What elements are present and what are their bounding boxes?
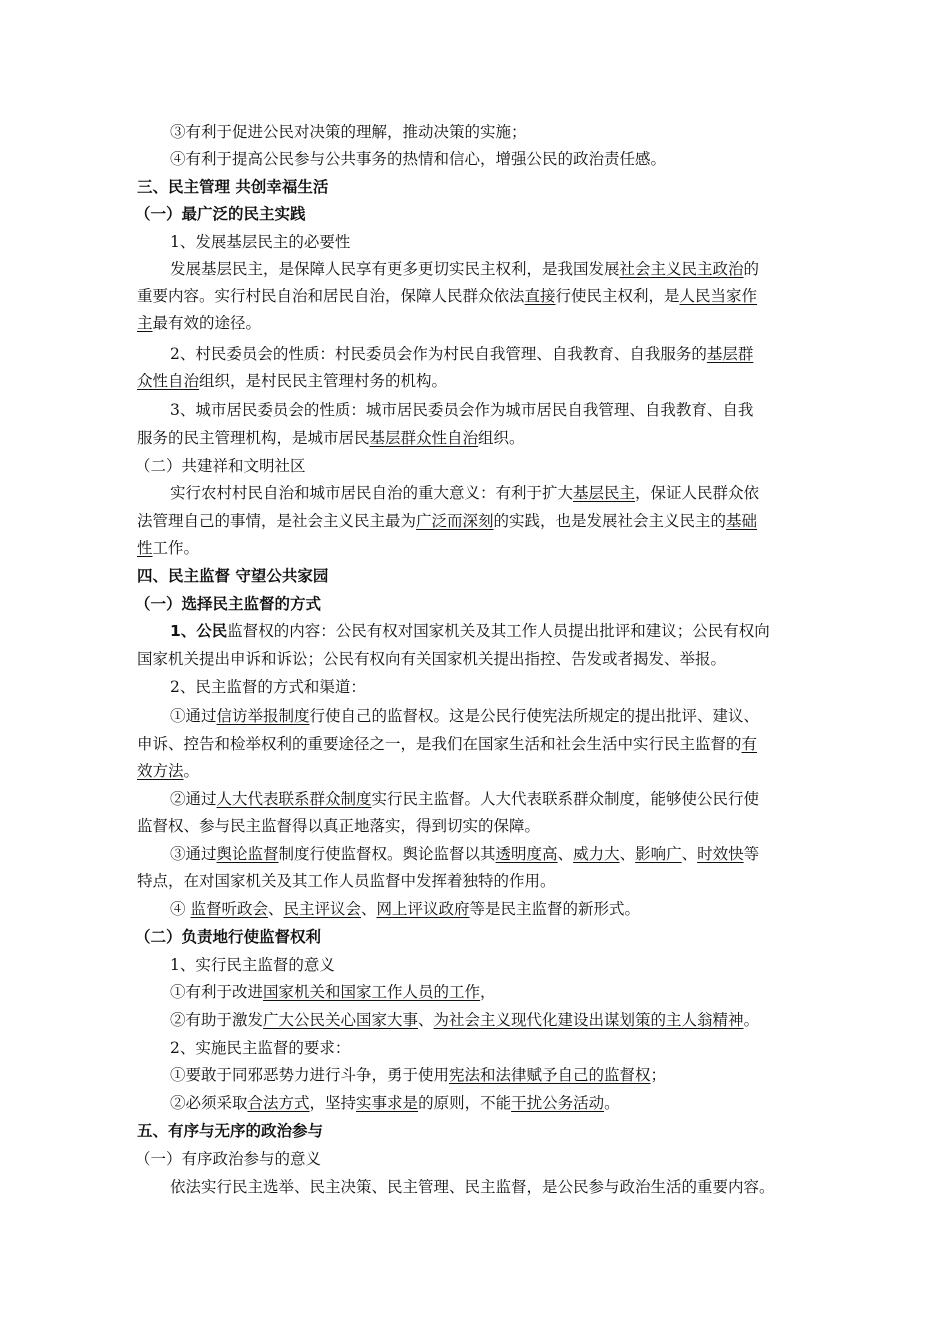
section-heading: 五、有序与无序的政治参与 — [137, 1122, 324, 1140]
paragraph-line: 实行农村村民自治和城市居民自治的重大意义：有利于扩大基层民主，保证人民群众依 — [170, 484, 760, 502]
paragraph-line: 重要内容。实行村民自治和居民自治，保障人民群众依法直接行使民主权利，是人民当家作 — [137, 287, 758, 305]
underlined-term: 监督听政会 — [190, 900, 268, 918]
underlined-term: 国家机关和国家工作人员的工作 — [263, 983, 481, 1001]
paragraph-line: ①通过信访举报制度行使自己的监督权。这是公民行使宪法所规定的提出批评、建议、 — [170, 707, 760, 725]
paragraph-line: ②有助于激发广大公民关心国家大事、为社会主义现代化建设出谋划策的主人翁精神。 — [170, 1011, 760, 1029]
paragraph-line: ④ 监督听政会、民主评议会、网上评议政府等是民主监督的新形式。 — [170, 900, 641, 918]
subsection-heading: （二）负责地行使监督权利 — [135, 928, 322, 946]
paragraph-line: ①要敢于同邪恶势力进行斗争，勇于使用宪法和法律赋予自己的监督权； — [170, 1066, 667, 1084]
paragraph-line: ④有利于提高公民参与公共事务的热情和信心，增强公民的政治责任感。 — [170, 150, 667, 168]
paragraph-line: ①有利于改进国家机关和国家工作人员的工作， — [170, 983, 496, 1001]
paragraph-line: 监督权、参与民主监督得以真正地落实，得到切实的保障。 — [137, 817, 541, 835]
underlined-term: 人大代表联系群众制度 — [216, 790, 372, 808]
underlined-term: 基础 — [726, 512, 758, 530]
underlined-term: 影响广 — [635, 845, 682, 863]
underlined-term: 实事求是 — [356, 1094, 419, 1112]
underlined-term: 效方法 — [137, 762, 184, 780]
paragraph-line: 发展基层民主，是保障人民享有更多更切实民主权利，是我国发展社会主义民主政治的 — [170, 260, 760, 278]
paragraph-line: 2、民主监督的方式和渠道： — [170, 678, 366, 696]
underlined-term: 人民当家作 — [679, 287, 758, 305]
section-heading: 四、民主监督 守望公共家园 — [137, 567, 329, 585]
underlined-term: 民主评议会 — [283, 900, 361, 918]
paragraph-line: 特点，在对国家机关及其工作人员监督中发挥着独特的作用。 — [137, 872, 556, 890]
underlined-term: 广大公民关心国家大事 — [263, 1011, 419, 1029]
underlined-term: 社会主义民主政治 — [619, 260, 744, 278]
underlined-term: 主 — [137, 314, 153, 332]
underlined-term: 宪法和法律赋予自己的监督权 — [449, 1066, 651, 1084]
subsection-heading: （一）最广泛的民主实践 — [135, 205, 306, 223]
subsection-heading: （二）共建祥和文明社区 — [135, 457, 306, 475]
paragraph-line: ②通过人大代表联系群众制度实行民主监督。人大代表联系群众制度，能够使公民行使 — [170, 790, 760, 808]
underlined-term: 信访举报制度 — [216, 707, 310, 725]
underlined-term: 众性自治 — [137, 372, 200, 390]
underlined-term: 基层群 — [706, 345, 754, 363]
underlined-term: 有 — [741, 735, 758, 753]
underlined-term: 广泛而深刻 — [416, 512, 494, 530]
underlined-term: 为社会主义现代化建设出谋划策的主人翁精神 — [433, 1011, 744, 1029]
underlined-term: 直接 — [524, 287, 556, 305]
underlined-term: 基层民主 — [573, 484, 636, 502]
section-heading: 三、民主管理 共创幸福生活 — [137, 178, 329, 196]
paragraph-line: 申诉、控告和检举权利的重要途径之一，是我们在国家生活和社会生活中实行民主监督的有 — [137, 735, 758, 753]
underlined-term: 网上评议政府 — [376, 900, 470, 918]
underlined-term: 时效快 — [697, 845, 744, 863]
underlined-term: 合法方式 — [247, 1094, 310, 1112]
underlined-term: 舆论监督 — [216, 845, 279, 863]
paragraph-line: 法管理自己的事情，是社会主义民主最为广泛而深刻的实践，也是发展社会主义民主的基础 — [137, 512, 758, 530]
paragraph-line: 1、发展基层民主的必要性 — [170, 233, 351, 251]
paragraph-line: 服务的民主管理机构，是城市居民基层群众性自治组织。 — [137, 429, 525, 447]
subsection-heading: （一）选择民主监督的方式 — [135, 595, 322, 613]
underlined-term: 基层群众性自治 — [369, 429, 479, 447]
underlined-term: 性 — [137, 539, 153, 557]
underlined-term: 透明度高 — [495, 845, 558, 863]
paragraph-line: 性工作。 — [137, 539, 200, 557]
paragraph-line: 国家机关提出申诉和诉讼；公民有权向有关国家机关提出指控、告发或者揭发、举报。 — [137, 650, 727, 668]
paragraph-line: 效方法。 — [137, 762, 200, 780]
paragraph-line: 依法实行民主选举、民主决策、民主管理、民主监督，是公民参与政治生活的重要内容。 — [170, 1178, 775, 1196]
paragraph-line: 众性自治组织，是村民民主管理村务的机构。 — [137, 372, 448, 390]
paragraph-line: 主最有效的途径。 — [137, 314, 262, 332]
paragraph-line: 1、公民监督权的内容：公民有权对国家机关及其工作人员提出批评和建议；公民有权向 — [170, 622, 770, 640]
paragraph-line: 2、村民委员会的性质：村民委员会作为村民自我管理、自我教育、自我服务的基层群 — [170, 345, 754, 363]
underlined-term: 干扰公务活动 — [511, 1094, 605, 1112]
paragraph-line: 2、实施民主监督的要求： — [170, 1039, 351, 1057]
subsection-heading: （一）有序政治参与的意义 — [135, 1150, 322, 1168]
paragraph-line: 1、实行民主监督的意义 — [170, 956, 335, 974]
paragraph-line: ③通过舆论监督制度行使监督权。舆论监督以其透明度高、威力大、影响广、时效快等 — [170, 845, 760, 863]
paragraph-line: 3、城市居民委员会的性质：城市居民委员会作为城市居民自我管理、自我教育、自我 — [170, 401, 754, 419]
paragraph-line: ②必须采取合法方式，坚持实事求是的原则，不能干扰公务活动。 — [170, 1094, 620, 1112]
paragraph-line: ③有利于促进公民对决策的理解，推动决策的实施； — [170, 123, 527, 141]
underlined-term: 威力大 — [573, 845, 620, 863]
